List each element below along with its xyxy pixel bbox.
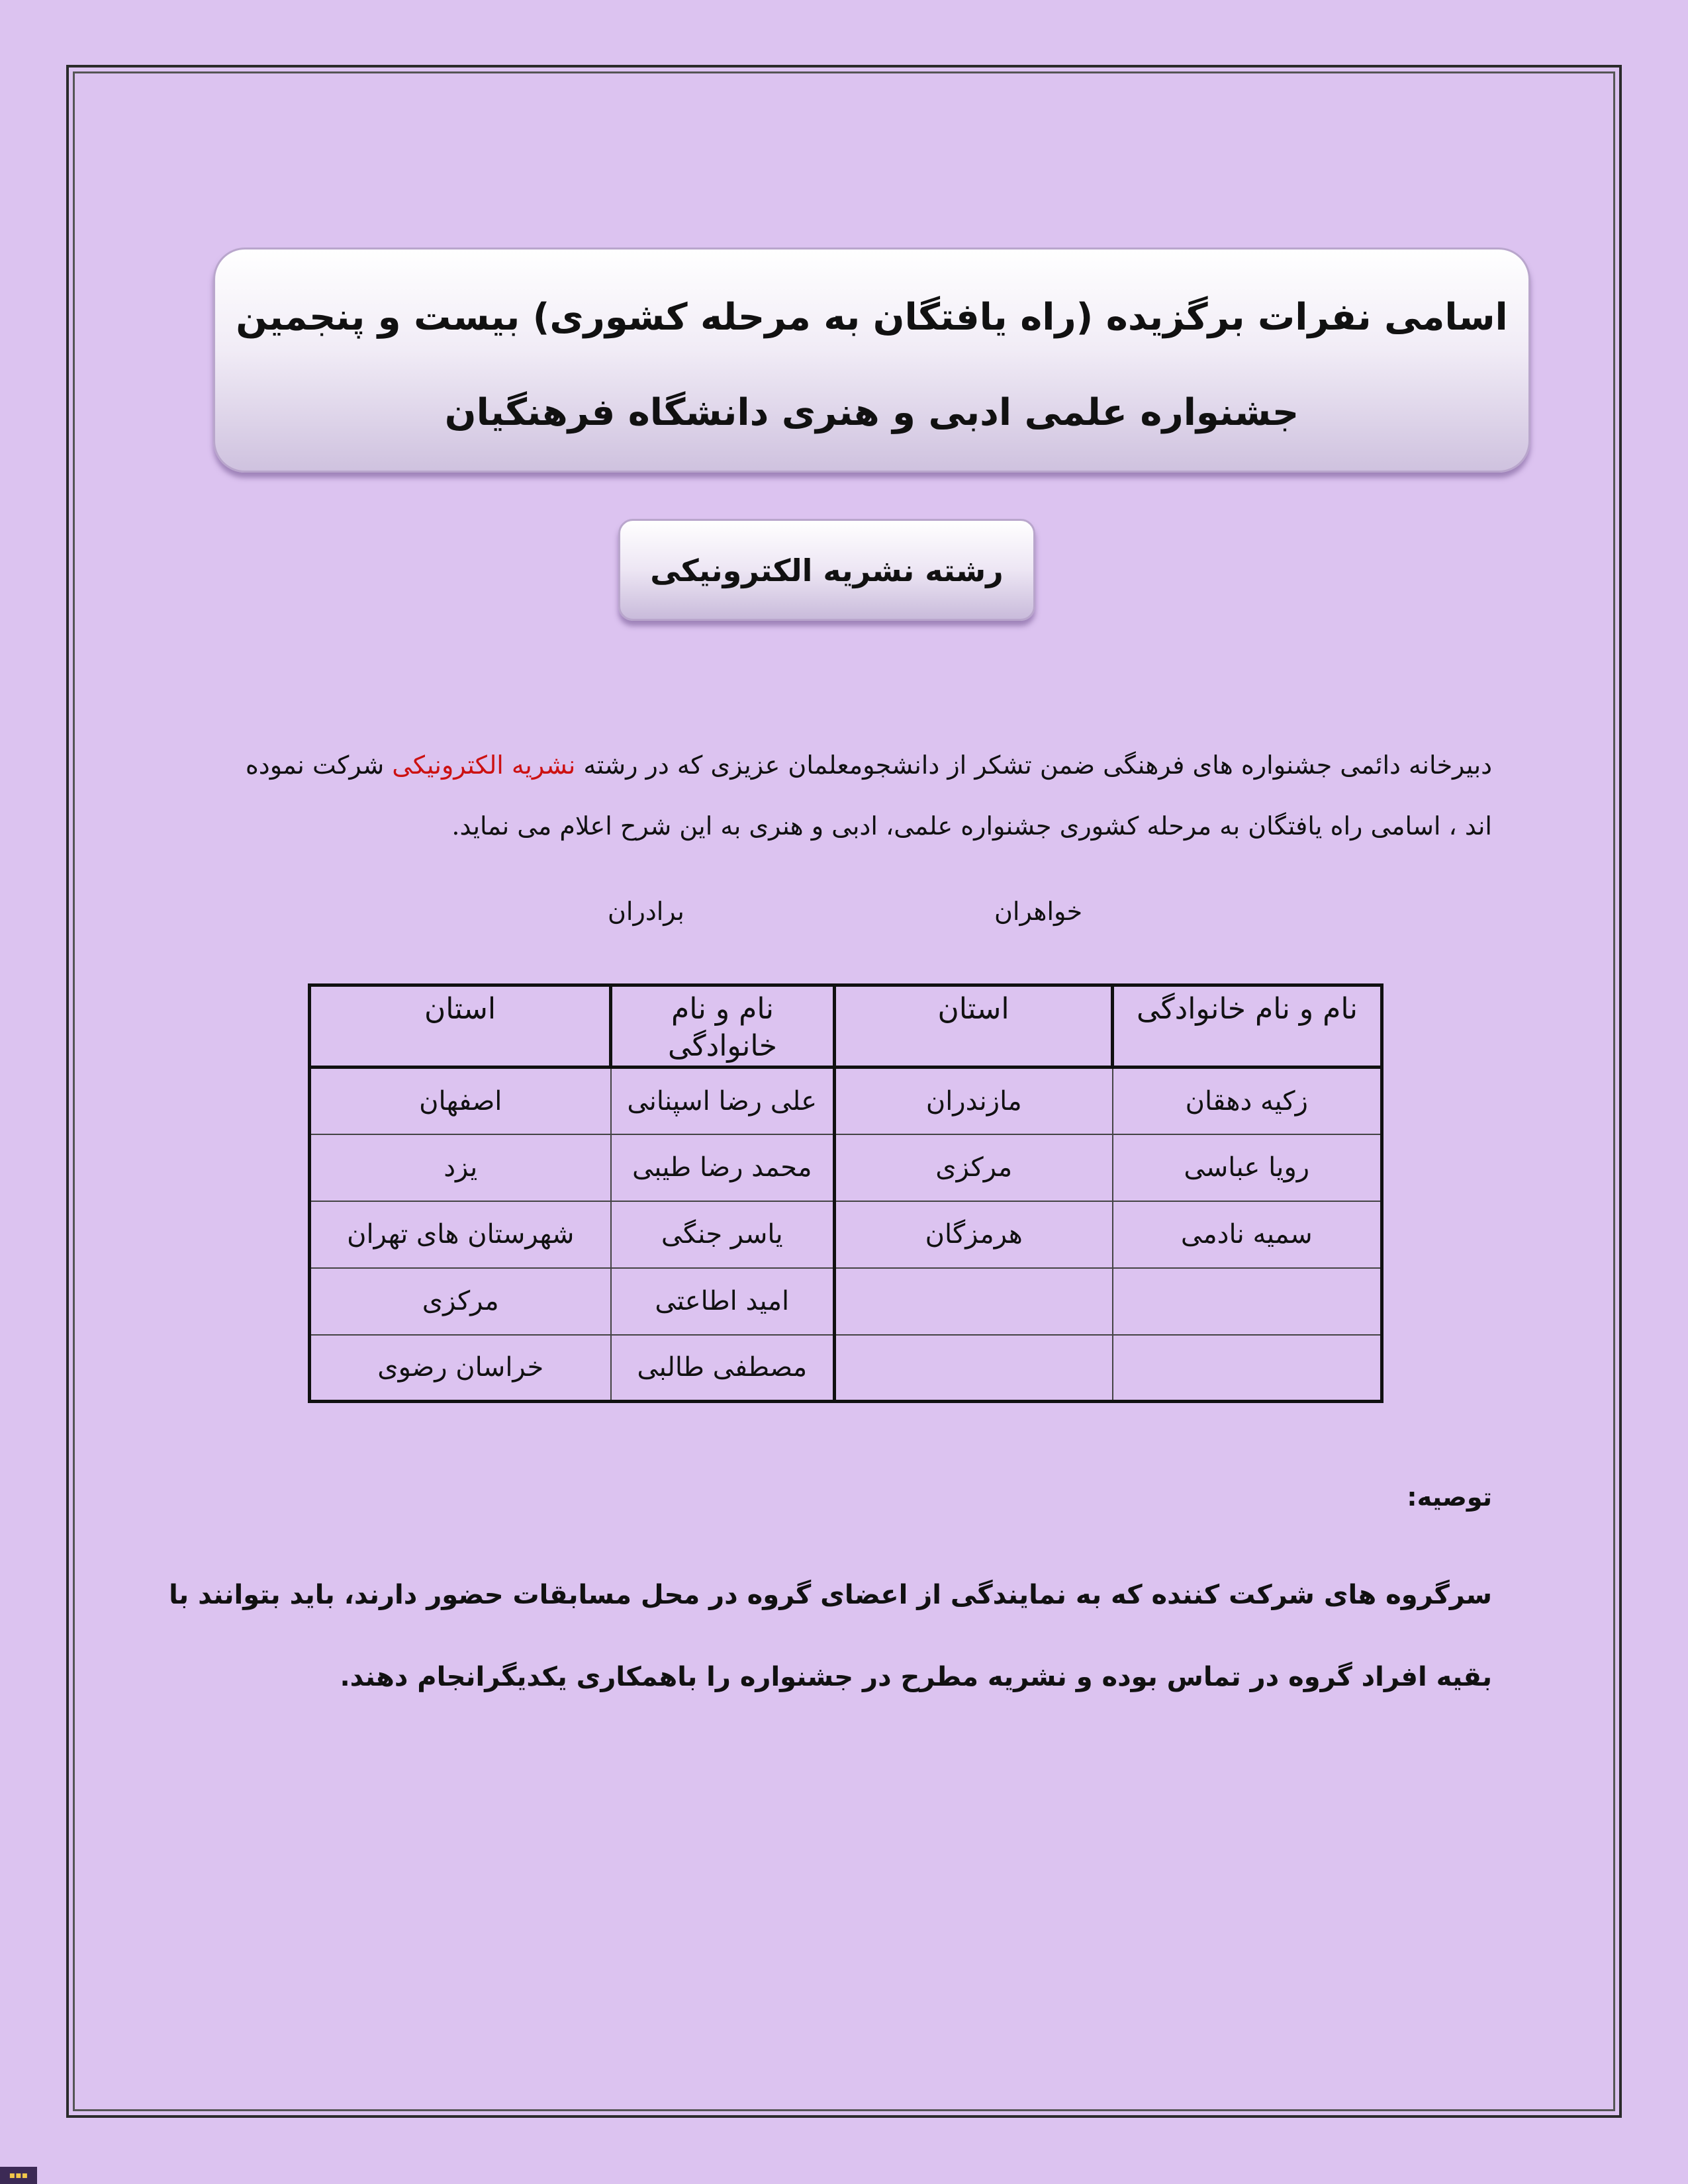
category-label: رشته نشریه الکترونیکی xyxy=(618,519,1035,621)
brother-province-cell: خراسان رضوی xyxy=(310,1335,611,1402)
sister-name-cell: رویا عباسی xyxy=(1113,1134,1382,1201)
title-line-1: اسامی نفرات برگزیده (راه یافتگان به مرحله کشوری) بیست و پنجمین xyxy=(236,296,1508,339)
sister-name-cell xyxy=(1113,1268,1382,1335)
sister-name-cell: سمیه نادمی xyxy=(1113,1201,1382,1268)
title-line-2: جشنواره علمی ادبی و هنری دانشگاه فرهنگیان xyxy=(444,391,1299,434)
table-header-row xyxy=(310,985,1382,1068)
brother-name-cell: امید اطاعتی xyxy=(611,1268,835,1335)
brother-province-cell: شهرستان های تهران xyxy=(310,1201,611,1268)
brother-name-cell: محمد رضا طیبی xyxy=(611,1134,835,1201)
title-banner xyxy=(213,248,1530,473)
sister-province-cell: مازندران xyxy=(835,1068,1113,1134)
brother-province-cell: یزد xyxy=(310,1134,611,1201)
sister-name-cell: زکیه دهقان xyxy=(1113,1068,1382,1134)
brother-name-cell: علی رضا اسپنانی xyxy=(611,1068,835,1134)
table-row xyxy=(310,1201,1382,1268)
table-row xyxy=(310,1134,1382,1201)
header-brother-province: استان xyxy=(310,985,611,1068)
winners-table xyxy=(308,983,1383,1403)
sister-province-cell: مرکزی xyxy=(835,1134,1113,1201)
intro-text-end: شرکت نموده اند ، اسامی راه یافتگان به مرحله کشوری جشنواره علمی، ادبی و هنری به این شرح اعلام می نماید. xyxy=(245,751,1492,841)
sister-province-cell xyxy=(835,1268,1113,1335)
recommendation-body: سرگروه های شرکت کننده که به نمایندگی از اعضای گروه در محل مسابقات حضور دارند، باید بتوانند با بقیه افراد گروه در تماس بوده و نشریه مطرح در جشنواره را باهمکاری یکدیگرانجام دهند. xyxy=(169,1580,1492,1692)
table-row xyxy=(310,1335,1382,1402)
sister-province-cell: هرمزگان xyxy=(835,1201,1113,1268)
group-label-brothers: برادران xyxy=(608,897,684,926)
intro-paragraph xyxy=(218,735,1492,856)
table-row xyxy=(310,1268,1382,1335)
group-label-sisters: خواهران xyxy=(994,897,1083,926)
header-sister-name: نام و نام خانوادگی xyxy=(1113,985,1382,1068)
brother-province-cell: اصفهان xyxy=(310,1068,611,1134)
header-brother-name: نام و نام خانوادگی xyxy=(611,985,835,1068)
table-row xyxy=(310,1068,1382,1134)
brother-name-cell: یاسر جنگی xyxy=(611,1201,835,1268)
brother-name-cell: مصطفی طالبی xyxy=(611,1335,835,1402)
corner-logo-icon: ▪▪▪ xyxy=(0,2167,37,2184)
recommendation-heading: توصیه: xyxy=(1407,1482,1492,1512)
sister-name-cell xyxy=(1113,1335,1382,1402)
brother-province-cell: مرکزی xyxy=(310,1268,611,1335)
header-sister-province: استان xyxy=(835,985,1113,1068)
intro-highlight: نشریه الکترونیکی xyxy=(392,751,576,780)
sister-province-cell xyxy=(835,1335,1113,1402)
intro-text-start: دبیرخانه دائمی جشنواره های فرهنگی ضمن تشکر از دانشجومعلمان عزیزی که در رشته xyxy=(575,751,1492,780)
